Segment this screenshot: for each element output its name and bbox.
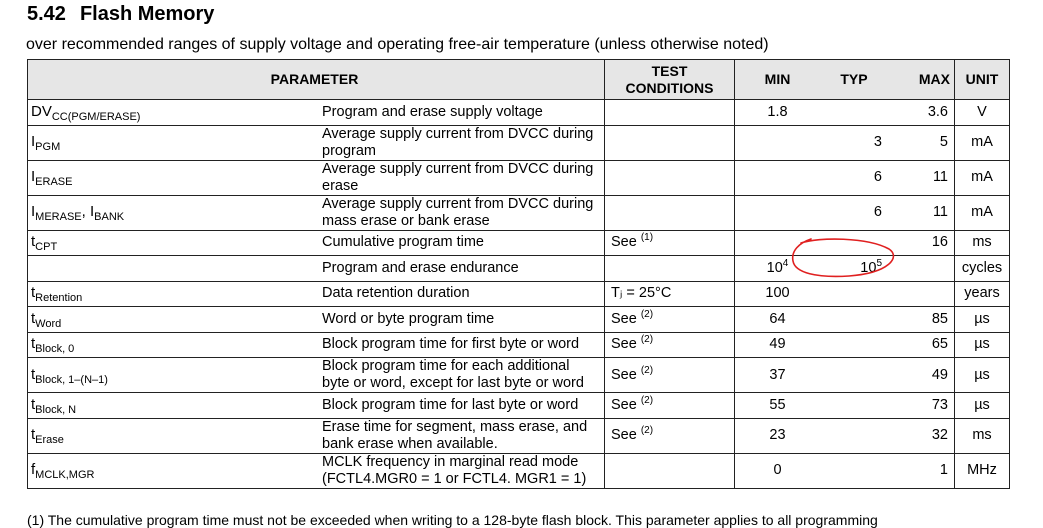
max-value: 11: [932, 169, 948, 185]
typ-value: 10: [860, 259, 877, 276]
typ-cell: [820, 358, 888, 393]
max-cell: [888, 418, 955, 453]
max-cell: [888, 281, 955, 307]
test-condition: See: [611, 366, 637, 383]
param-description: Erase time for segment, mass erase, and bank erase when available.: [322, 418, 588, 452]
unit-value: years: [964, 285, 1000, 302]
min-cell: [735, 195, 821, 230]
param-symbol-cell: [28, 453, 317, 488]
unit-cell: [955, 230, 1010, 256]
param-symbol-subscript: Word: [35, 317, 62, 330]
param-symbol-cell: [28, 332, 317, 358]
min-value: 1.8: [767, 103, 788, 120]
param-description: Program and erase endurance: [322, 259, 519, 276]
param-description-cell: [316, 358, 605, 393]
param-description-line1: MCLK frequency in marginal read mode: [322, 453, 579, 470]
param-symbol-subscript: PGM: [35, 141, 61, 153]
param-description: Average supply current from DVCC during mass erase or bank erase: [322, 195, 594, 229]
param-description: Program and erase supply voltage: [322, 103, 543, 120]
param-symbol: f: [31, 461, 36, 478]
footnote-ref: (2): [640, 394, 654, 406]
section-title: [27, 3, 214, 26]
table-row: [28, 358, 1010, 393]
param-description-cell: [316, 125, 605, 160]
param-symbol-subscript: CC(PGM/ERASE): [51, 110, 141, 123]
param-description-cell: [316, 256, 605, 282]
test-condition-cell: [605, 281, 735, 307]
unit-cell: [955, 125, 1010, 160]
param-symbol: DV: [31, 102, 52, 120]
test-condition-cell: [605, 358, 735, 393]
typ-cell: [820, 418, 888, 453]
test-condition: See: [611, 234, 637, 251]
min-value: 0: [773, 462, 782, 478]
min-cell: [735, 281, 821, 307]
min-cell: [735, 418, 821, 453]
min-value: 100: [765, 285, 790, 302]
param-symbol-cell: [28, 230, 317, 256]
param-description: Cumulative program time: [322, 234, 484, 251]
param-symbol-subscript-2: BANK: [94, 211, 125, 223]
param-description: Average supply current from DVCC during erase: [322, 160, 594, 194]
param-symbol-subscript: MCLK,MGR: [35, 469, 95, 481]
section-subtitle: over recommended ranges of supply voltage and operating free-air temperature (unless otherwise noted): [26, 36, 769, 53]
param-symbol-subscript: Block, 0: [35, 343, 75, 356]
footnote: (1) The cumulative program time must not be exceeded when writing to a 128-byte flash block. This parameter applies to all programming: [27, 512, 878, 528]
unit-cell: [955, 160, 1010, 195]
param-symbol: I: [31, 168, 36, 185]
min-cell: [735, 256, 821, 282]
test-condition-cell: [605, 230, 735, 256]
header-conditions-line2: CONDITIONS: [625, 79, 714, 96]
param-symbol: t: [31, 309, 36, 327]
table-row: [28, 125, 1010, 160]
table-row: [28, 418, 1010, 453]
table-row: [28, 230, 1010, 256]
typ-value: 3: [873, 134, 882, 150]
section-title-text: Flash Memory: [79, 3, 215, 25]
unit-value: mA: [971, 169, 993, 185]
min-value: 10: [766, 259, 783, 276]
max-value: 65: [931, 336, 948, 353]
param-symbol: I: [31, 203, 36, 220]
param-description-cell: [316, 332, 605, 358]
unit-cell: [955, 100, 1010, 126]
max-value: 73: [931, 396, 948, 413]
typ-value: 6: [873, 169, 882, 185]
param-symbol-cell: [28, 358, 317, 393]
param-description-cell: [316, 160, 605, 195]
param-symbol: I: [31, 133, 36, 150]
max-cell: [888, 453, 955, 488]
max-value: 49: [931, 366, 948, 383]
param-description: Word or byte program time: [322, 310, 495, 327]
min-value: 37: [769, 366, 786, 383]
test-condition: See: [611, 396, 637, 413]
param-description: Block program time for last byte or word: [322, 396, 579, 413]
param-description: Block program time for each additional byte or word, except for last byte or word: [322, 358, 584, 391]
max-cell: [888, 160, 955, 195]
unit-value: µs: [974, 336, 990, 353]
typ-cell: [820, 281, 888, 307]
test-condition-cell: [605, 125, 735, 160]
typ-cell: [820, 125, 888, 160]
param-description-cell: [316, 281, 605, 307]
table-row: [28, 281, 1010, 307]
max-cell: [888, 307, 955, 333]
table-row: [28, 256, 1010, 282]
header-conditions-line1: TEST: [651, 62, 688, 79]
param-symbol: t: [31, 426, 36, 443]
param-symbol: t: [31, 233, 36, 251]
test-condition: See: [611, 336, 637, 353]
table-row: [28, 100, 1010, 126]
footnote-ref: (2): [640, 364, 654, 376]
param-symbol-subscript: MERASE: [35, 211, 82, 223]
min-cell: [735, 393, 821, 419]
min-value: 55: [769, 396, 786, 413]
footnote-ref: (2): [640, 425, 654, 436]
param-description-cell: [316, 393, 605, 419]
test-condition-cell: [605, 160, 735, 195]
typ-cell: [820, 256, 888, 282]
min-cell: [735, 358, 821, 393]
unit-cell: [955, 195, 1010, 230]
param-symbol-cell: [28, 125, 317, 160]
typ-exponent: 5: [876, 257, 882, 269]
unit-cell: [955, 281, 1010, 307]
unit-cell: [955, 393, 1010, 419]
max-value: 3.6: [927, 103, 948, 120]
unit-cell: [955, 418, 1010, 453]
min-cell: [735, 125, 821, 160]
flash-memory-table: [27, 59, 1010, 489]
max-cell: [888, 393, 955, 419]
max-value: 16: [931, 234, 948, 251]
param-symbol-subscript: Block, N: [35, 403, 77, 416]
header-max: MAX: [888, 60, 955, 100]
param-description: Data retention duration: [322, 285, 470, 302]
param-symbol-cell: [28, 307, 317, 333]
test-condition-cell: [605, 307, 735, 333]
max-value: 5: [939, 134, 948, 150]
test-condition: See: [611, 427, 637, 443]
unit-value: mA: [971, 134, 993, 150]
param-description: Average supply current from DVCC during program: [322, 125, 594, 159]
param-symbol: t: [31, 395, 36, 413]
max-value: 32: [931, 427, 948, 443]
min-cell: [735, 307, 821, 333]
param-symbol-cell: [28, 418, 317, 453]
table-row: [28, 453, 1010, 488]
param-symbol: t: [31, 335, 36, 353]
param-symbol-2: , I: [81, 203, 95, 220]
param-symbol-subscript: Block, 1–(N–1): [35, 373, 108, 386]
param-symbol-subscript: ERASE: [35, 176, 73, 188]
max-value: 85: [931, 310, 948, 327]
test-condition-cell: [605, 256, 735, 282]
min-value: 64: [769, 310, 786, 327]
test-condition: See: [611, 310, 637, 327]
max-cell: [888, 100, 955, 126]
footnote-ref: (2): [640, 334, 654, 346]
header-unit: UNIT: [955, 60, 1010, 100]
unit-value: µs: [974, 310, 990, 327]
table-row: [28, 307, 1010, 333]
param-symbol-subscript: Erase: [35, 434, 64, 446]
typ-cell: [820, 230, 888, 256]
test-condition-cell: [605, 393, 735, 419]
min-cell: [735, 453, 821, 488]
unit-value: cycles: [961, 259, 1003, 276]
typ-value: 6: [873, 204, 882, 220]
unit-value: µs: [974, 366, 990, 383]
min-cell: [735, 332, 821, 358]
typ-cell: [820, 100, 888, 126]
test-condition-cell: [605, 100, 735, 126]
unit-value: MHz: [967, 462, 997, 478]
param-description-cell: [316, 418, 605, 453]
footnote-ref: (1): [640, 232, 654, 244]
unit-cell: [955, 307, 1010, 333]
typ-cell: [820, 307, 888, 333]
max-value: 11: [932, 204, 948, 220]
unit-value: ms: [972, 234, 992, 251]
typ-cell: [820, 393, 888, 419]
unit-cell: [955, 256, 1010, 282]
table-header-row: [28, 60, 1010, 100]
unit-value: V: [977, 103, 987, 120]
param-symbol-cell: [28, 256, 317, 282]
param-description-cell: [316, 230, 605, 256]
table-row: [28, 160, 1010, 195]
unit-cell: [955, 358, 1010, 393]
table-body: [28, 100, 1010, 489]
param-symbol: t: [31, 365, 36, 383]
param-description: Block program time for first byte or word: [322, 336, 580, 353]
param-symbol-subscript: CPT: [35, 241, 58, 254]
param-description-cell: [316, 453, 605, 488]
param-symbol-cell: [28, 281, 317, 307]
min-cell: [735, 230, 821, 256]
header-typ: TYP: [820, 60, 888, 100]
min-exponent: 4: [782, 257, 789, 269]
param-description-cell: [316, 100, 605, 126]
param-description-cell: [316, 307, 605, 333]
max-cell: [888, 125, 955, 160]
test-condition-cell: [605, 332, 735, 358]
max-value: 1: [939, 462, 948, 478]
unit-value: mA: [971, 204, 993, 220]
typ-cell: [820, 332, 888, 358]
param-symbol-cell: [28, 100, 317, 126]
typ-cell: [820, 195, 888, 230]
param-symbol-subscript: Retention: [35, 292, 83, 305]
max-cell: [888, 358, 955, 393]
max-cell: [888, 256, 955, 282]
param-symbol: t: [31, 284, 36, 302]
table-row: [28, 393, 1010, 419]
footnote-ref: (2): [640, 308, 654, 320]
unit-cell: [955, 332, 1010, 358]
table-row: [28, 332, 1010, 358]
typ-cell: [820, 453, 888, 488]
unit-value: ms: [972, 427, 992, 443]
section-number: 5.42: [27, 3, 66, 25]
test-condition-cell: [605, 418, 735, 453]
min-value: 23: [769, 427, 786, 443]
param-description-line2: (FCTL4.MGR0 = 1 or FCTL4. MGR1 = 1): [322, 470, 587, 487]
unit-cell: [955, 453, 1010, 488]
param-symbol-cell: [28, 160, 317, 195]
header-parameter: PARAMETER: [28, 60, 605, 100]
table-row: [28, 195, 1010, 230]
min-value: 49: [769, 336, 786, 353]
param-description-cell: [316, 195, 605, 230]
header-conditions: [605, 60, 735, 100]
unit-value: µs: [974, 396, 990, 413]
min-cell: [735, 100, 821, 126]
test-condition-cell: [605, 453, 735, 488]
max-cell: [888, 332, 955, 358]
header-min: MIN: [735, 60, 821, 100]
max-cell: [888, 195, 955, 230]
test-condition: Tⱼ = 25°C: [611, 285, 672, 302]
typ-cell: [820, 160, 888, 195]
test-condition-cell: [605, 195, 735, 230]
max-cell: [888, 230, 955, 256]
param-symbol-cell: [28, 195, 317, 230]
min-cell: [735, 160, 821, 195]
param-symbol-cell: [28, 393, 317, 419]
